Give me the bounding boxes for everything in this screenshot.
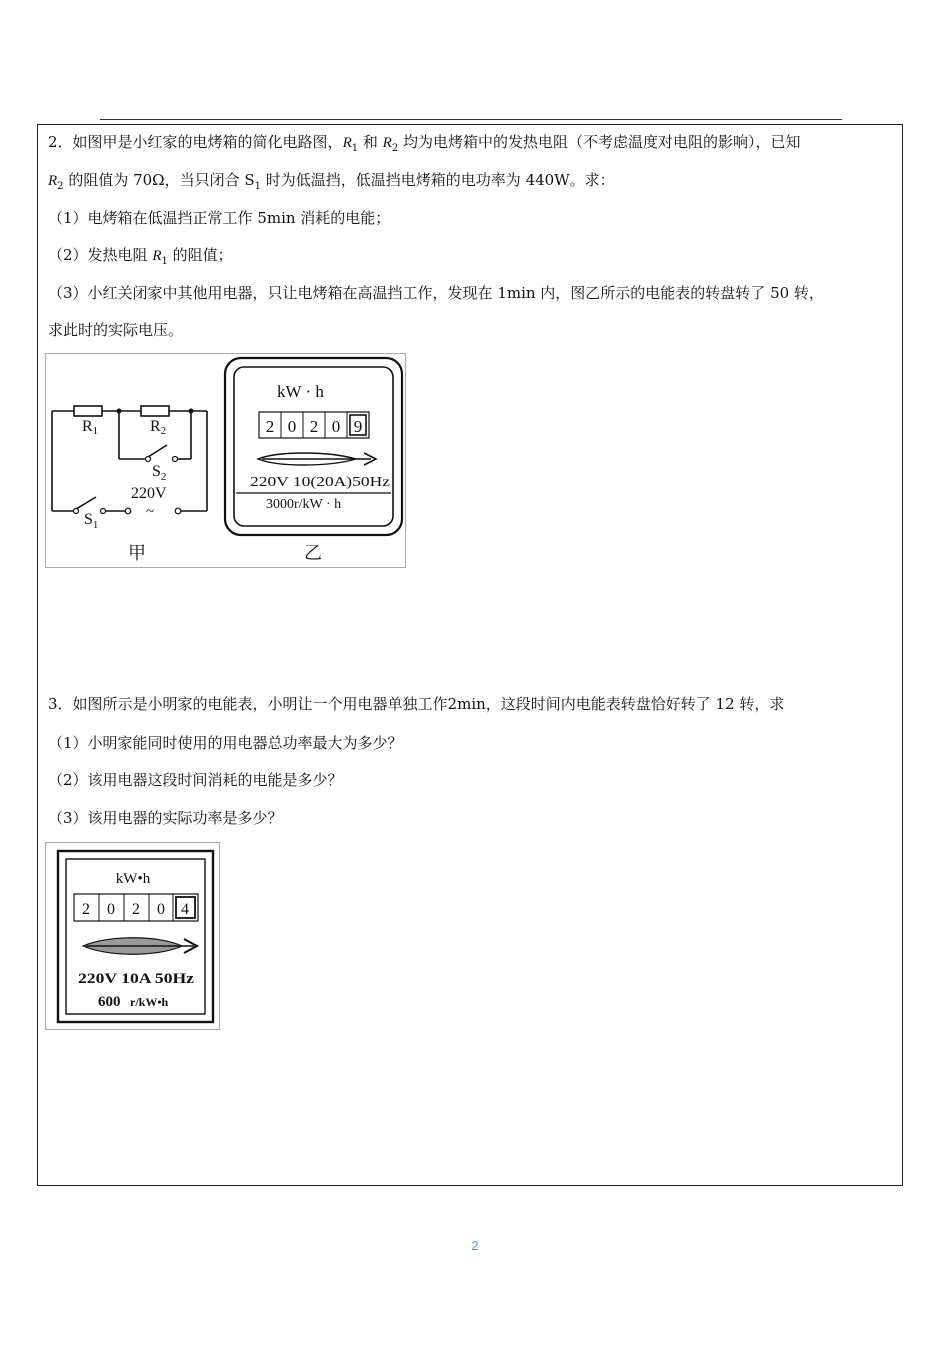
q2-line-1: 2．如图甲是小红家的电烤箱的简化电路图，$R_1$ 和 $R_2$ 均为电烤箱中的发热电阻（不考虑温度对电阻的影响），已知 bbox=[48, 133, 801, 154]
meter-unit: kW•h bbox=[115, 871, 151, 887]
header-rule bbox=[100, 119, 842, 120]
q2-part-3-cont: 求此时的实际电压。 bbox=[48, 321, 184, 339]
figure-electricity-meter bbox=[45, 842, 220, 1030]
label-s2: $S_2$ bbox=[152, 463, 167, 483]
meter-digit: 0 bbox=[157, 901, 165, 918]
figure-circuit-and-meter bbox=[45, 353, 406, 568]
q3-part-3: （3）该用电器的实际功率是多少？ bbox=[48, 809, 283, 827]
q2-part-2: （2）发热电阻 $R_1$ 的阻值； bbox=[48, 246, 233, 267]
meter-digit: 2 bbox=[132, 901, 140, 918]
figure-2-drawing bbox=[46, 843, 219, 1029]
meter-rating: 220V 10A 50Hz bbox=[78, 971, 195, 987]
resistor-r1 bbox=[74, 406, 102, 416]
switch-s1-terminal bbox=[101, 509, 106, 514]
caption-jia: 甲 bbox=[128, 543, 146, 563]
q3-part-1: （1）小明家能同时使用的用电器总功率最大为多少？ bbox=[48, 734, 403, 752]
meter-digit: 0 bbox=[287, 417, 297, 436]
q2-part-3: （3）小红关闭家中其他用电器，只让电烤箱在高温挡工作，发现在 1min 内，图乙所示的电能表的转盘转了 50 转， bbox=[48, 284, 824, 302]
label-r1: R1 bbox=[82, 418, 99, 437]
q2-line-2: $R_2$ 的阻值为 70Ω，当只闭合 $S_1$ 时为低温挡，低温挡电烤箱的电功率为 440W。求： bbox=[48, 171, 615, 192]
q2-number: 2． bbox=[48, 133, 73, 151]
figure-1-drawing bbox=[46, 354, 405, 567]
q2-part-1: （1）电烤箱在低温挡正常工作 5min 消耗的电能； bbox=[48, 209, 391, 227]
meter-digit: 2 bbox=[309, 417, 319, 436]
switch-s2-terminal bbox=[146, 457, 151, 462]
junction-dot bbox=[117, 409, 122, 414]
supply-terminal bbox=[175, 508, 181, 514]
meter-rating: 220V 10(20A)50Hz bbox=[250, 475, 390, 490]
q3-line-1: 3．如图所示是小明家的电能表，小明让一个用电器单独工作2min，这段时间内电能表转盘恰好转了 12 转，求 bbox=[48, 695, 785, 713]
meter-constant-unit: r/kW•h bbox=[130, 995, 169, 1009]
meter-digit: 0 bbox=[107, 901, 115, 918]
label-voltage: 220V bbox=[131, 485, 167, 502]
meter-digit: 0 bbox=[331, 417, 341, 436]
switch-s2-terminal bbox=[173, 457, 178, 462]
meter-digit: 9 bbox=[353, 417, 363, 436]
meter-unit: kW · h bbox=[277, 382, 324, 401]
junction-dot bbox=[189, 409, 194, 414]
label-r2: R2 bbox=[150, 418, 167, 437]
label-ac-symbol: ~ bbox=[146, 504, 155, 520]
page-number: 2 bbox=[471, 1238, 479, 1253]
meter-digit: 2 bbox=[82, 901, 90, 918]
label-s1: $S_1$ bbox=[84, 511, 99, 531]
circuit-wires bbox=[52, 411, 207, 511]
meter-constant-number: 600 bbox=[98, 994, 121, 1010]
meter-constant: 3000r/kW · h bbox=[266, 497, 342, 512]
meter-digit: 2 bbox=[265, 417, 275, 436]
resistor-r2 bbox=[141, 406, 169, 416]
caption-yi: 乙 bbox=[304, 543, 322, 563]
q3-part-2: （2）该用电器这段时间消耗的电能是多少？ bbox=[48, 771, 343, 789]
switch-s1-terminal bbox=[74, 509, 79, 514]
meter-digit: 4 bbox=[181, 901, 189, 918]
supply-terminal bbox=[125, 508, 131, 514]
